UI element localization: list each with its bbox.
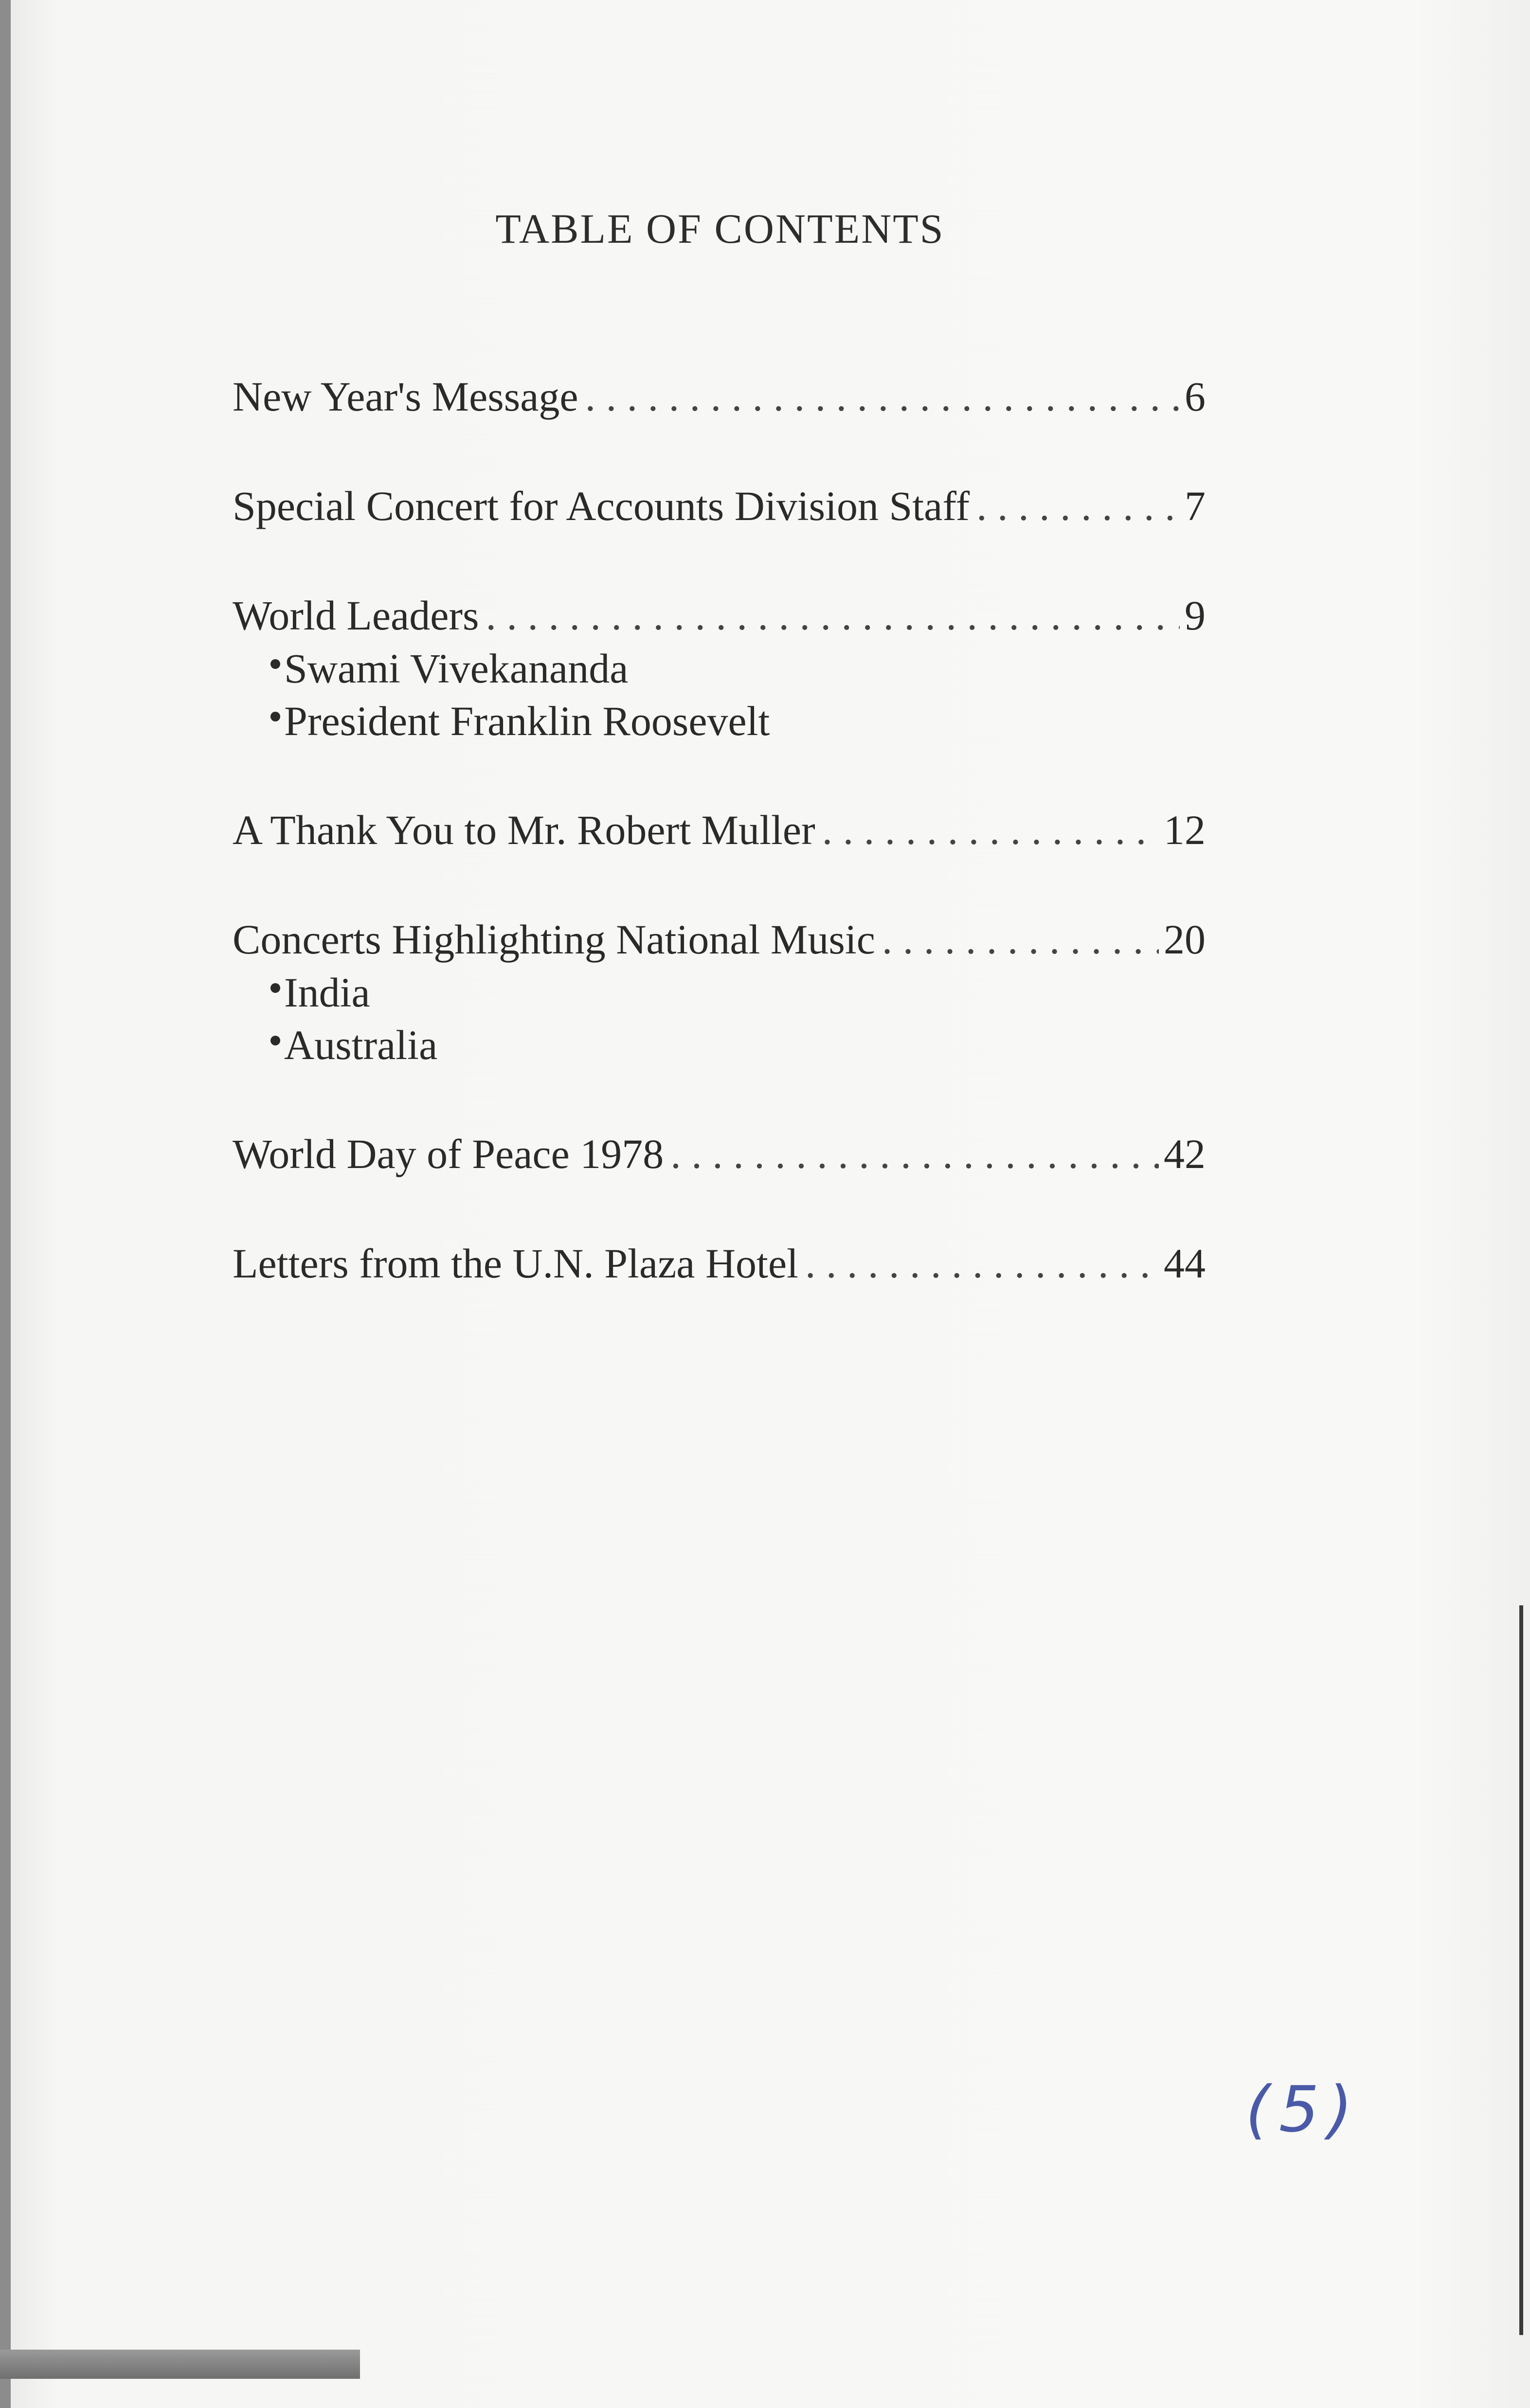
toc-entry-label: A Thank You to Mr. Robert Muller xyxy=(233,807,815,853)
dot-leader xyxy=(670,1127,1159,1181)
toc-entry-page: 9 xyxy=(1185,592,1206,639)
toc-subitem-label: President Franklin Roosevelt xyxy=(284,698,770,744)
toc-subitem xyxy=(233,966,1206,1019)
toc-entry-page: 12 xyxy=(1164,807,1206,853)
toc-entry-row xyxy=(233,370,1206,423)
toc-subitem-label: Swami Vivekananda xyxy=(284,645,629,692)
dot-leader xyxy=(486,589,1180,642)
toc-entry xyxy=(233,1237,1206,1290)
toc-entry xyxy=(233,913,1206,1071)
toc-title: TABLE OF CONTENTS xyxy=(495,205,945,252)
dot-leader xyxy=(805,1237,1159,1290)
dot-leader xyxy=(822,803,1159,857)
scan-bottom-shadow xyxy=(0,2350,360,2379)
bullet-icon xyxy=(270,983,280,993)
dot-leader xyxy=(585,370,1180,423)
toc-entry-row xyxy=(233,803,1206,857)
toc-entry-page: 6 xyxy=(1185,373,1206,420)
scan-left-edge xyxy=(0,0,11,2408)
bullet-icon xyxy=(270,659,280,669)
toc-entry xyxy=(233,370,1206,423)
dot-leader xyxy=(976,479,1180,533)
toc-entry-label: Special Concert for Accounts Division Staff xyxy=(233,483,970,529)
toc-entry-row xyxy=(233,913,1206,966)
toc-subitem-label: Australia xyxy=(284,1022,438,1068)
bullet-icon xyxy=(270,1036,280,1045)
toc-entry xyxy=(233,803,1206,857)
dot-leader xyxy=(882,913,1159,966)
bullet-icon xyxy=(270,712,280,721)
toc-entry-label: World Leaders xyxy=(233,592,479,639)
toc-subitem xyxy=(233,1019,1206,1071)
toc-entry-label: Letters from the U.N. Plaza Hotel xyxy=(233,1240,799,1287)
toc-entry-row xyxy=(233,479,1206,533)
toc-entry-page: 42 xyxy=(1164,1131,1206,1177)
toc-entry xyxy=(233,589,1206,747)
toc-entry-page: 44 xyxy=(1164,1240,1206,1287)
toc-entry-row xyxy=(233,1127,1206,1181)
toc-subitem-label: India xyxy=(284,969,370,1016)
toc-entry-label: Concerts Highlighting National Music xyxy=(233,916,875,963)
toc-entry-page: 7 xyxy=(1185,483,1206,529)
toc-entry xyxy=(233,479,1206,533)
toc-list xyxy=(233,370,1206,1346)
handwritten-page-mark: (5) xyxy=(1245,2072,1362,2146)
toc-subitem xyxy=(233,642,1206,695)
scan-right-edge xyxy=(1519,1605,1523,2335)
toc-entry xyxy=(233,1127,1206,1181)
toc-entry-row xyxy=(233,589,1206,642)
toc-entry-row xyxy=(233,1237,1206,1290)
toc-entry-label: World Day of Peace 1978 xyxy=(233,1131,664,1177)
toc-entry-label: New Year's Message xyxy=(233,373,578,420)
toc-subitem xyxy=(233,695,1206,747)
toc-entry-page: 20 xyxy=(1164,916,1206,963)
